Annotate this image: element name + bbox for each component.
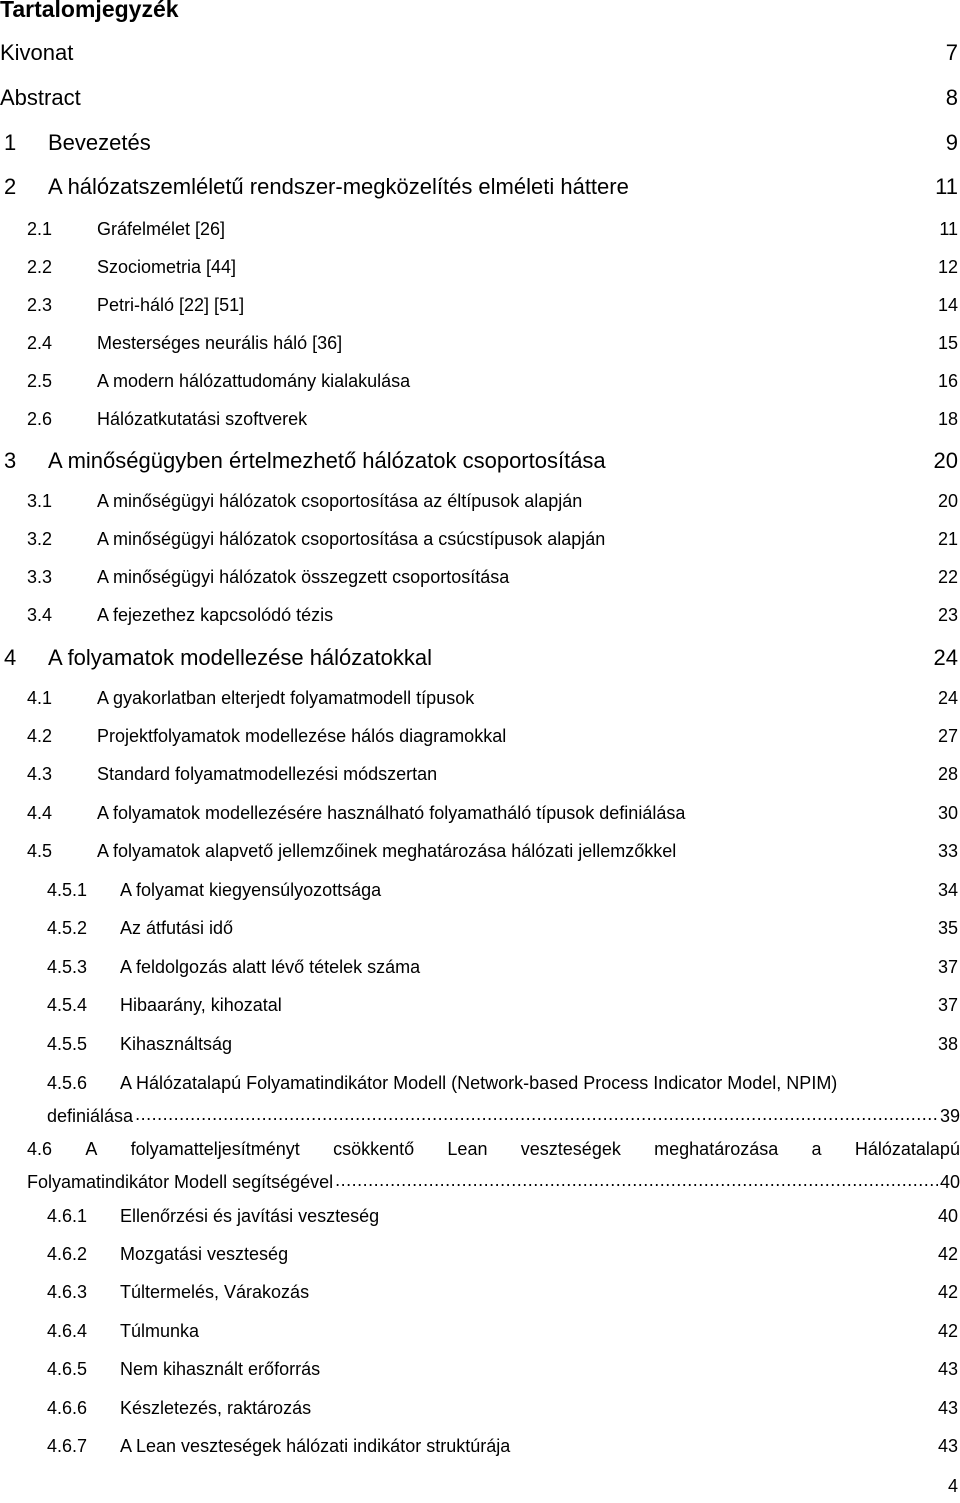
toc-entry-page: 20: [937, 491, 958, 511]
toc-entry-page: 37: [937, 957, 958, 977]
toc-entry-text-line2: definiálása: [47, 1106, 134, 1126]
toc-entry-word: Lean: [447, 1139, 488, 1159]
toc-entry-page: 40: [939, 1172, 960, 1192]
toc-entry-page: 43: [937, 1398, 958, 1418]
toc-entry-page: 20: [933, 448, 958, 473]
toc-entry-4-6-1[interactable]: [0, 1206, 958, 1227]
toc-entry-2-2[interactable]: [0, 257, 958, 278]
toc-entry-page: 42: [937, 1282, 958, 1302]
toc-entry-4-5-4[interactable]: [0, 995, 958, 1016]
toc-entry-4[interactable]: [0, 645, 958, 671]
toc-entry-number: 4.6: [27, 1139, 53, 1159]
toc-entry-word: Hálózatalapú: [854, 1139, 960, 1159]
toc-entry-text: A minőségügyben értelmezhető hálózatok csoportosítása: [48, 448, 606, 473]
toc-entry-number: 4.5.1: [47, 880, 88, 900]
toc-entry-text: Mozgatási veszteség: [120, 1244, 289, 1264]
toc-entry-page: 18: [937, 409, 958, 429]
toc-entry-4-5-1[interactable]: [0, 880, 958, 901]
toc-entry-word: veszteségek: [520, 1139, 621, 1159]
toc-entry-text: Bevezetés: [48, 130, 151, 155]
toc-entry-page: 8: [945, 85, 958, 110]
toc-entry-page: 37: [937, 995, 958, 1015]
toc-entry-page: 14: [937, 295, 958, 315]
toc-entry-number: 3: [4, 448, 17, 473]
toc-entry-number: 4.5.5: [47, 1034, 88, 1054]
toc-entry-2-4[interactable]: [0, 333, 958, 354]
toc-entry-page: 33: [937, 841, 958, 861]
toc-entry-number: 2.6: [27, 409, 53, 429]
toc-entry-4-3[interactable]: [0, 764, 958, 785]
toc-entry-number: 2.1: [27, 219, 53, 239]
toc-entry-text: A folyamatok alapvető jellemzőinek meghatározása hálózati jellemzőkkel: [97, 841, 677, 861]
toc-entry-text: A fejezethez kapcsolódó tézis: [97, 605, 334, 625]
toc-entry-text-line1: A Hálózatalapú Folyamatindikátor Modell (Network-based Process Indicator Model, NPIM): [120, 1073, 838, 1093]
toc-entry-page: 7: [945, 40, 958, 65]
toc-entry-text: Ellenőrzési és javítási veszteség: [120, 1206, 380, 1226]
toc-entry-page: 34: [937, 880, 958, 900]
toc-entry-4-4[interactable]: [0, 803, 958, 824]
toc-entry-number: 4.5.6: [47, 1073, 88, 1093]
toc-entry-3-3[interactable]: [0, 567, 958, 588]
toc-entry-page: 12: [937, 257, 958, 277]
toc-entry-page: 24: [937, 688, 958, 708]
toc-entry-text: A minőségügyi hálózatok csoportosítása az éltípusok alapján: [97, 491, 583, 511]
toc-entry-page: 43: [937, 1436, 958, 1456]
toc-entry-text: Túltermelés, Várakozás: [120, 1282, 310, 1302]
toc-entry-4-5-6[interactable]: [47, 1073, 960, 1127]
toc-entry-page: 30: [937, 803, 958, 823]
toc-entry-4-6[interactable]: [27, 1139, 960, 1193]
toc-entry-number: 4.6.7: [47, 1436, 88, 1456]
toc-entry-page: 38: [937, 1034, 958, 1054]
toc-entry-3-1[interactable]: [0, 491, 958, 512]
toc-entry-number: 4.5.3: [47, 957, 88, 977]
toc-entry-text: Mesterséges neurális háló [36]: [97, 333, 343, 353]
toc-entry-4-6-4[interactable]: [0, 1321, 958, 1342]
toc-entry-3[interactable]: [0, 448, 958, 474]
toc-entry-page: 9: [945, 130, 958, 155]
toc-entry-word: folyamatteljesítményt: [130, 1139, 300, 1159]
toc-entry-4-6-2[interactable]: [0, 1244, 958, 1265]
toc-entry-4-5[interactable]: [0, 841, 958, 862]
toc-entry-number: 3.2: [27, 529, 53, 549]
toc-entry-text: A modern hálózattudomány kialakulása: [97, 371, 411, 391]
toc-entry-text: Az átfutási idő: [120, 918, 234, 938]
toc-entry-page: 42: [937, 1244, 958, 1264]
toc-entry-4-6-3[interactable]: [0, 1282, 958, 1303]
toc-entry-number: 1: [4, 130, 17, 155]
toc-entry-number: 4.6.5: [47, 1359, 88, 1379]
toc-entry-text: Standard folyamatmodellezési módszertan: [97, 764, 438, 784]
toc-entry-page: 15: [937, 333, 958, 353]
toc-entry-page: 35: [937, 918, 958, 938]
toc-entry-number: 4.6.4: [47, 1321, 88, 1341]
toc-entry-4-5-3[interactable]: [0, 957, 958, 978]
page-number: 4: [947, 1476, 958, 1496]
toc-entry-text: Túlmunka: [120, 1321, 200, 1341]
toc-entry-number: 4.3: [27, 764, 53, 784]
toc-entry-text: A folyamat kiegyensúlyozottsága: [120, 880, 382, 900]
dot-leader: [335, 1170, 938, 1188]
toc-entry-4-6-6[interactable]: [0, 1398, 958, 1419]
toc-entry-text-line2: Folyamatindikátor Modell segítségével: [27, 1172, 334, 1192]
toc-entry-2-1[interactable]: [0, 219, 958, 240]
toc-entry-2-3[interactable]: [0, 295, 958, 316]
toc-entry-3-4[interactable]: [0, 605, 958, 626]
toc-entry-text: Hibaarány, kihozatal: [120, 995, 282, 1015]
toc-entry-page: 11: [939, 219, 958, 239]
toc-entry-text: A minőségügyi hálózatok csoportosítása a csúcstípusok alapján: [97, 529, 606, 549]
toc-entry-number: 4.5.4: [47, 995, 88, 1015]
toc-entry-text: Projektfolyamatok modellezése hálós diagramokkal: [97, 726, 507, 746]
toc-entry-text: Gráfelmélet [26]: [97, 219, 226, 239]
toc-entry-number: 4: [4, 645, 17, 670]
toc-entry-text: Abstract: [0, 85, 81, 110]
toc-entry-page: 22: [937, 567, 958, 587]
toc-entry-text: A feldolgozás alatt lévő tételek száma: [120, 957, 421, 977]
toc-entry-text: A folyamatok modellezése hálózatokkal: [48, 645, 432, 670]
toc-entry-number: 2.4: [27, 333, 53, 353]
toc-entry-page: 39: [939, 1106, 960, 1126]
toc-entry-4-5-5[interactable]: [0, 1034, 958, 1055]
dot-leader: [135, 1104, 938, 1122]
toc-entry-number: 2.2: [27, 257, 53, 277]
toc-entry-page: 27: [937, 726, 958, 746]
toc-entry-page: 24: [933, 645, 958, 670]
toc-entry-number: 2: [4, 174, 17, 199]
toc-entry-number: 3.4: [27, 605, 53, 625]
toc-entry-4-2[interactable]: [0, 726, 958, 747]
toc-entry-text: A hálózatszemléletű rendszer-megközelítés elméleti háttere: [48, 174, 629, 199]
toc-entry-text: A gyakorlatban elterjedt folyamatmodell típusok: [97, 688, 475, 708]
toc-entry-1[interactable]: [0, 130, 958, 156]
toc-entry-text: Hálózatkutatási szoftverek: [97, 409, 308, 429]
toc-entry-word: csökkentő: [333, 1139, 415, 1159]
toc-entry-text: Kihasználtság: [120, 1034, 233, 1054]
toc-entry-2[interactable]: [0, 174, 958, 200]
toc-entry-3-2[interactable]: [0, 529, 958, 550]
toc-entry-page: 43: [937, 1359, 958, 1379]
toc-entry-page: 42: [937, 1321, 958, 1341]
toc-entry-number: 4.4: [27, 803, 53, 823]
toc-entry-page: 40: [937, 1206, 958, 1226]
toc-entry-2-5[interactable]: [0, 371, 958, 392]
toc-entry-text: Nem kihasznált erőforrás: [120, 1359, 321, 1379]
toc-entry-text: Kivonat: [0, 40, 74, 65]
toc-entry-word: meghatározása: [654, 1139, 779, 1159]
toc-entry-text: A Lean veszteségek hálózati indikátor struktúrája: [120, 1436, 511, 1456]
toc-entry-2-6[interactable]: [0, 409, 958, 430]
toc-entry-number: 4.5.2: [47, 918, 88, 938]
toc-entry-number: 4.6.6: [47, 1398, 88, 1418]
toc-entry-text: Készletezés, raktározás: [120, 1398, 312, 1418]
toc-entry-number: 3.3: [27, 567, 53, 587]
toc-entry-number: 2.5: [27, 371, 53, 391]
toc-entry-page: 28: [937, 764, 958, 784]
toc-entry-number: 4.2: [27, 726, 53, 746]
toc-entry-4-5-2[interactable]: [0, 918, 958, 939]
toc-entry-word: A: [85, 1139, 98, 1159]
toc-title: Tartalomjegyzék: [0, 0, 179, 22]
toc-entry-text: A minőségügyi hálózatok összegzett csoportosítása: [97, 567, 510, 587]
toc-entry-number: 4.6.1: [47, 1206, 88, 1226]
toc-entry-page: 23: [937, 605, 958, 625]
toc-entry-text: Szociometria [44]: [97, 257, 237, 277]
toc-entry-text: A folyamatok modellezésére használható folyamatháló típusok definiálása: [97, 803, 686, 823]
toc-entry-number: 4.5: [27, 841, 53, 861]
toc-entry-number: 2.3: [27, 295, 53, 315]
toc-entry-4-6-7[interactable]: [0, 1436, 958, 1457]
toc-entry-kivonat[interactable]: [0, 40, 958, 66]
toc-entry-word: a: [811, 1139, 822, 1159]
toc-entry-text: Petri-háló [22] [51]: [97, 295, 245, 315]
toc-entry-page: 16: [937, 371, 958, 391]
toc-entry-number: 4.6.3: [47, 1282, 88, 1302]
toc-entry-4-6-5[interactable]: [0, 1359, 958, 1380]
toc-entry-4-1[interactable]: [0, 688, 958, 709]
toc-entry-number: 3.1: [27, 491, 53, 511]
toc-entry-number: 4.6.2: [47, 1244, 88, 1264]
toc-entry-page: 11: [935, 174, 958, 199]
toc-entry-page: 21: [937, 529, 958, 549]
toc-entry-number: 4.1: [27, 688, 53, 708]
toc-entry-abstract[interactable]: [0, 85, 958, 111]
